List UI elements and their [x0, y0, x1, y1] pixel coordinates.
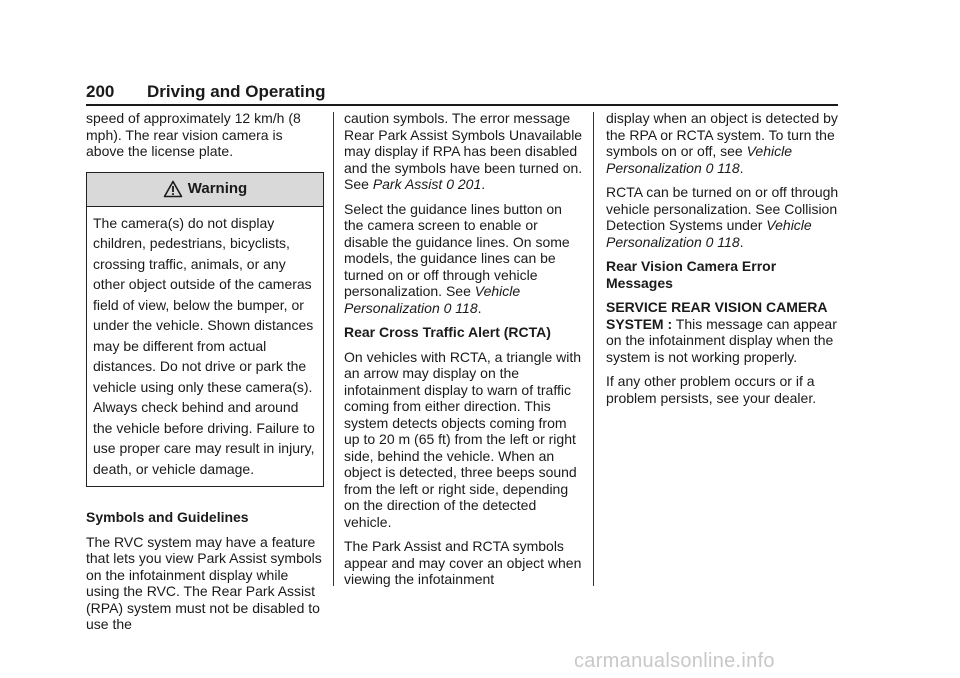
watermark: carmanualsonline.info — [574, 650, 775, 672]
page-number: 200 — [86, 82, 115, 101]
warning-title: Warning — [187, 179, 248, 197]
paragraph-text: RCTA can be turned on or off through vehicle personalization. See Collision Detection Systems under — [606, 184, 839, 233]
warning-triangle-icon — [163, 180, 183, 198]
paragraph: speed of approximately 12 km/h (8 mph). The rear vision camera is above the license plate. — [86, 110, 301, 159]
page-reference[interactable]: 0 118 — [443, 299, 478, 316]
section-heading: Rear Vision Camera Error Messages — [606, 258, 777, 291]
cross-reference-link[interactable]: Vehicle Personalization — [606, 143, 792, 176]
column-divider — [333, 112, 334, 586]
paragraph: On vehicles with RCTA, a triangle with an arrow may display on the infotainment display to warn of traffic coming from either direction. This system detects objects coming from up to 20 m (65 ft) from the left or right side, behind the vehicle. When an object is detected, three beeps sound from the left or right side, depending on the direction of the detected vehicle. — [344, 348, 582, 530]
section-heading: Rear Cross Traffic Alert (RCTA) — [344, 324, 551, 340]
paragraph: Select the guidance lines button on the camera screen to enable or disable the guidance lines. On some models, the guidance lines can be turned on or off through vehicle personalization. See Vehicle Personalization 0 118. — [344, 200, 570, 316]
column-2 — [344, 110, 584, 596]
cross-reference-link[interactable]: Park Assist — [372, 176, 443, 192]
warning-body: The camera(s) do not display children, pedestrians, bicyclists, crossing traffic, animals, or any other object outside of the cameras field of view, below the bumper, or under the vehicle. Shown distances may be different from actual distances. Do not drive or park the vehicle using only these camera(s). Always check behind and around the vehicle before driving. Failure to use proper care may result in injury, death, or vehicle damage. — [93, 214, 315, 477]
message-description: This message can appear on the infotainment display when the system is not working properly. — [606, 315, 837, 365]
paragraph: The RVC system may have a feature that lets you view Park Assist symbols on the infotainment display while using the RVC. The Rear Park Assist (RPA) system must not be disabled to use the — [86, 533, 322, 632]
paragraph-text: Select the guidance lines button on the camera screen to enable or disable the guidance lines. On some models, the guidance lines can be turned on or off through vehicle personalization. See — [344, 200, 570, 299]
message-label: SERVICE REAR VISION CAMERA SYSTEM : — [606, 299, 827, 332]
section-heading: Symbols and Guidelines — [86, 509, 249, 525]
column-divider — [593, 112, 594, 586]
page-reference[interactable]: 0 201 — [446, 176, 482, 192]
paragraph: caution symbols. The error message Rear Park Assist Symbols Unavailable may display if RPA has been disabled and the symbols have been turned on. See Park Assist 0 201. — [344, 110, 583, 192]
chapter-title: Driving and Operating — [147, 82, 326, 101]
page-header — [86, 82, 838, 106]
paragraph-text: display when an object is detected by the RPA or RCTA system. To turn the symbols on or off, see — [606, 110, 838, 159]
warning-header — [87, 173, 323, 207]
page-reference[interactable]: 0 118 — [705, 159, 740, 176]
paragraph: RCTA can be turned on or off through vehicle personalization. See Collision Detection Systems under Vehicle Personalization 0 118. — [606, 184, 839, 250]
column-1 — [86, 110, 324, 641]
paragraph-text: caution symbols. The error message Rear Park Assist Symbols Unavailable may display if RPA has been disabled and the symbols have been turned on. See — [344, 110, 583, 192]
page-reference[interactable]: 0 118 — [705, 233, 740, 250]
warning-box — [86, 172, 324, 488]
paragraph: If any other problem occurs or if a problem persists, see your dealer. — [606, 373, 817, 406]
column-3 — [606, 110, 844, 414]
paragraph: display when an object is detected by the RPA or RCTA system. To turn the symbols on or off, see Vehicle Personalization 0 118. — [606, 110, 838, 176]
paragraph: The Park Assist and RCTA symbols appear and may cover an object when viewing the infotainment — [344, 538, 582, 587]
cross-reference-link[interactable]: Vehicle Personalization — [344, 283, 521, 316]
cross-reference-link[interactable]: Vehicle Personalization — [606, 217, 812, 250]
paragraph — [606, 299, 844, 365]
